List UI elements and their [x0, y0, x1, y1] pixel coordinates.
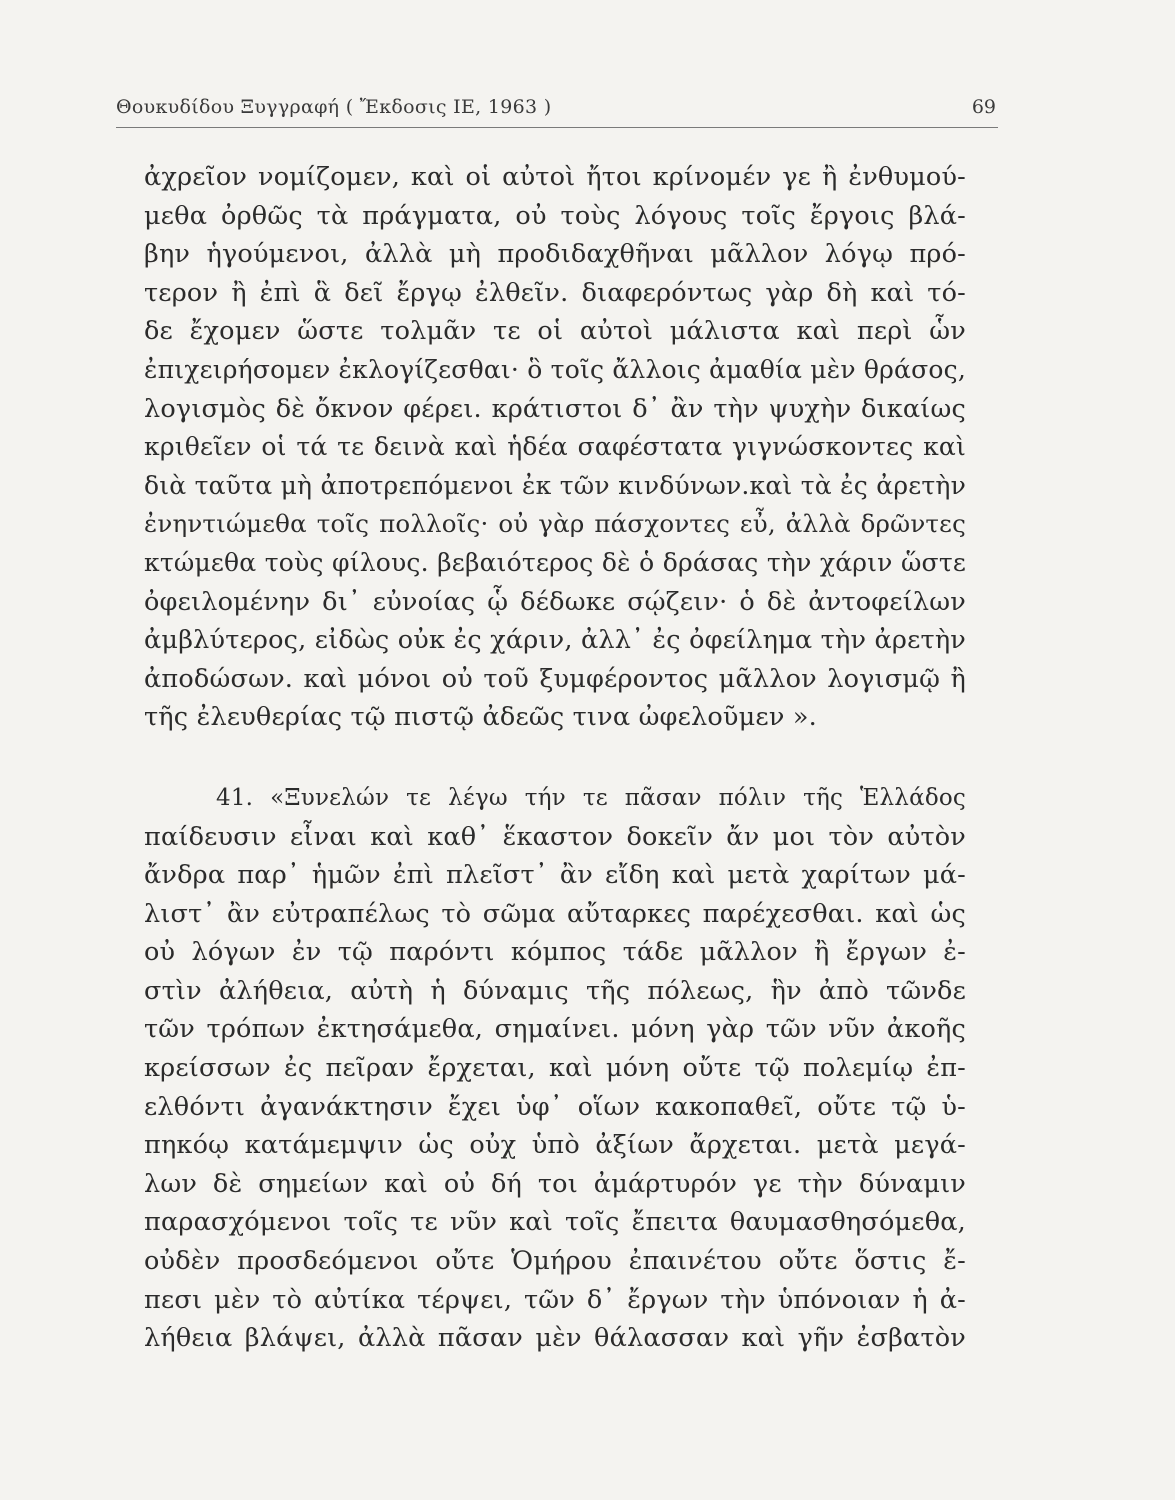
- text-line: ἀχρεῖον νομίζομεν, καὶ οἱ αὐτοὶ ἤτοι κρίνομέν γε ἢ ἐνθυμού-: [144, 162, 966, 192]
- text-line: παίδευσιν εἶναι καὶ καθ᾽ ἕκαστον δοκεῖν ἄν μοι τὸν αὐτὸν: [144, 821, 966, 852]
- text-line: τῆς ἐλευθερίας τῷ πιστῷ ἀδεῶς τινα ὠφελοῦμεν ».: [144, 702, 817, 733]
- paragraph-gap: [144, 737, 966, 779]
- text-line: ελθόντι ἀγανάκτησιν ἔχει ὑφ᾽ οἵων κακοπαθεῖ, οὔτε τῷ ὑ-: [144, 1091, 966, 1122]
- text-line: ἐπιχειρήσομεν ἐκλογίζεσθαι· ὃ τοῖς ἄλλοις ἀμαθία μὲν θράσος,: [144, 354, 966, 384]
- text-line: λων δὲ σημείων καὶ οὐ δή τοι ἀμάρτυρόν γε τὴν δύναμιν: [144, 1168, 966, 1199]
- running-header: [116, 96, 998, 126]
- text-line: κριθεῖεν οἱ τά τε δεινὰ καὶ ἡδέα σαφέστατα γιγνώσκοντες καὶ: [144, 432, 966, 462]
- text-line: κτώμεθα τοὺς φίλους. βεβαιότερος δὲ ὁ δράσας τὴν χάριν ὥστε: [144, 547, 966, 577]
- header-title: Θουκυδίδου Ξυγγραφή ( Ἔκδοσις ΙΕ, 1963 ): [116, 96, 552, 118]
- paragraph-2: [144, 779, 966, 1358]
- text-line: μεθα ὀρθῶς τὰ πράγματα, οὐ τοὺς λόγους τοῖς ἔργοις βλά-: [144, 200, 966, 231]
- body-text: [144, 158, 966, 1358]
- text-line: ἐνηντιώμεθα τοῖς πολλοῖς· οὐ γὰρ πάσχοντες εὖ, ἀλλὰ δρῶντες: [144, 509, 966, 539]
- text-line: τῶν τρόπων ἐκτησάμεθα, σημαίνει. μόνη γὰρ τῶν νῦν ἀκοῆς: [144, 1014, 966, 1045]
- text-line: πηκόῳ κατάμεμψιν ὡς οὐχ ὑπὸ ἀξίων ἄρχεται. μετὰ μεγά-: [144, 1130, 966, 1161]
- text-line: οὐδὲν προσδεόμενοι οὔτε Ὁμήρου ἐπαινέτου οὔτε ὅστις ἔ-: [144, 1246, 966, 1277]
- text-line: λιστ᾽ ἂν εὐτραπέλως τὸ σῶμα αὔταρκες παρέχεσθαι. καὶ ὡς: [144, 898, 966, 929]
- text-line: τερον ἢ ἐπὶ ἃ δεῖ ἔργῳ ἐλθεῖν. διαφερόντως γὰρ δὴ καὶ τό-: [144, 277, 966, 308]
- text-line: ἀποδώσων. καὶ μόνοι οὐ τοῦ ξυμφέροντος μᾶλλον λογισμῷ ἢ: [144, 663, 966, 694]
- page-number: 69: [971, 96, 996, 118]
- text-line: ἄνδρα παρ᾽ ἡμῶν ἐπὶ πλεῖστ᾽ ἂν εἴδη καὶ μετὰ χαρίτων μά-: [144, 860, 966, 891]
- paragraph-1: [144, 158, 966, 737]
- section-41-first-line: 41. «Ξυνελών τε λέγω τήν τε πᾶσαν πόλιν τῆς Ἑλλάδος: [216, 784, 966, 811]
- text-line: λογισμὸς δὲ ὄκνον φέρει. κράτιστοι δ᾽ ἂν τὴν ψυχὴν δικαίως: [144, 393, 966, 424]
- text-line: στὶν ἀλήθεια, αὐτὴ ἡ δύναμις τῆς πόλεως, ἣν ἀπὸ τῶνδε: [144, 975, 966, 1006]
- text-line: παρασχόμενοι τοῖς τε νῦν καὶ τοῖς ἔπειτα θαυμασθησόμεθα,: [144, 1207, 966, 1238]
- text-line: βην ἡγούμενοι, ἀλλὰ μὴ προδιδαχθῆναι μᾶλλον λόγῳ πρό-: [144, 239, 966, 270]
- text-line: ὀφειλομένην δι᾽ εὐνοίας ᾧ δέδωκε σῴζειν· ὁ δὲ ἀντοφείλων: [144, 586, 966, 617]
- text-line: δε ἔχομεν ὥστε τολμᾶν τε οἱ αὐτοὶ μάλιστα καὶ περὶ ὧν: [144, 316, 966, 347]
- text-line: ἀμβλύτερος, εἰδὼς οὐκ ἐς χάριν, ἀλλ᾽ ἐς ὀφείλημα τὴν ἀρετὴν: [144, 625, 966, 656]
- text-line: λήθεια βλάψει, ἀλλὰ πᾶσαν μὲν θάλασσαν καὶ γῆν ἐσβατὸν: [144, 1323, 966, 1354]
- text-line: οὐ λόγων ἐν τῷ παρόντι κόμπος τάδε μᾶλλον ἢ ἔργων ἐ-: [144, 937, 966, 968]
- text-line: διὰ ταῦτα μὴ ἀποτρεπόμενοι ἐκ τῶν κινδύνων.καὶ τὰ ἐς ἀρετὴν: [144, 470, 966, 500]
- text-line: κρείσσων ἐς πεῖραν ἔρχεται, καὶ μόνη οὔτε τῷ πολεμίῳ ἐπ-: [144, 1053, 966, 1084]
- header-rule: [116, 127, 998, 128]
- text-line: πεσι μὲν τὸ αὐτίκα τέρψει, τῶν δ᾽ ἔργων τὴν ὑπόνοιαν ἡ ἀ-: [144, 1284, 966, 1315]
